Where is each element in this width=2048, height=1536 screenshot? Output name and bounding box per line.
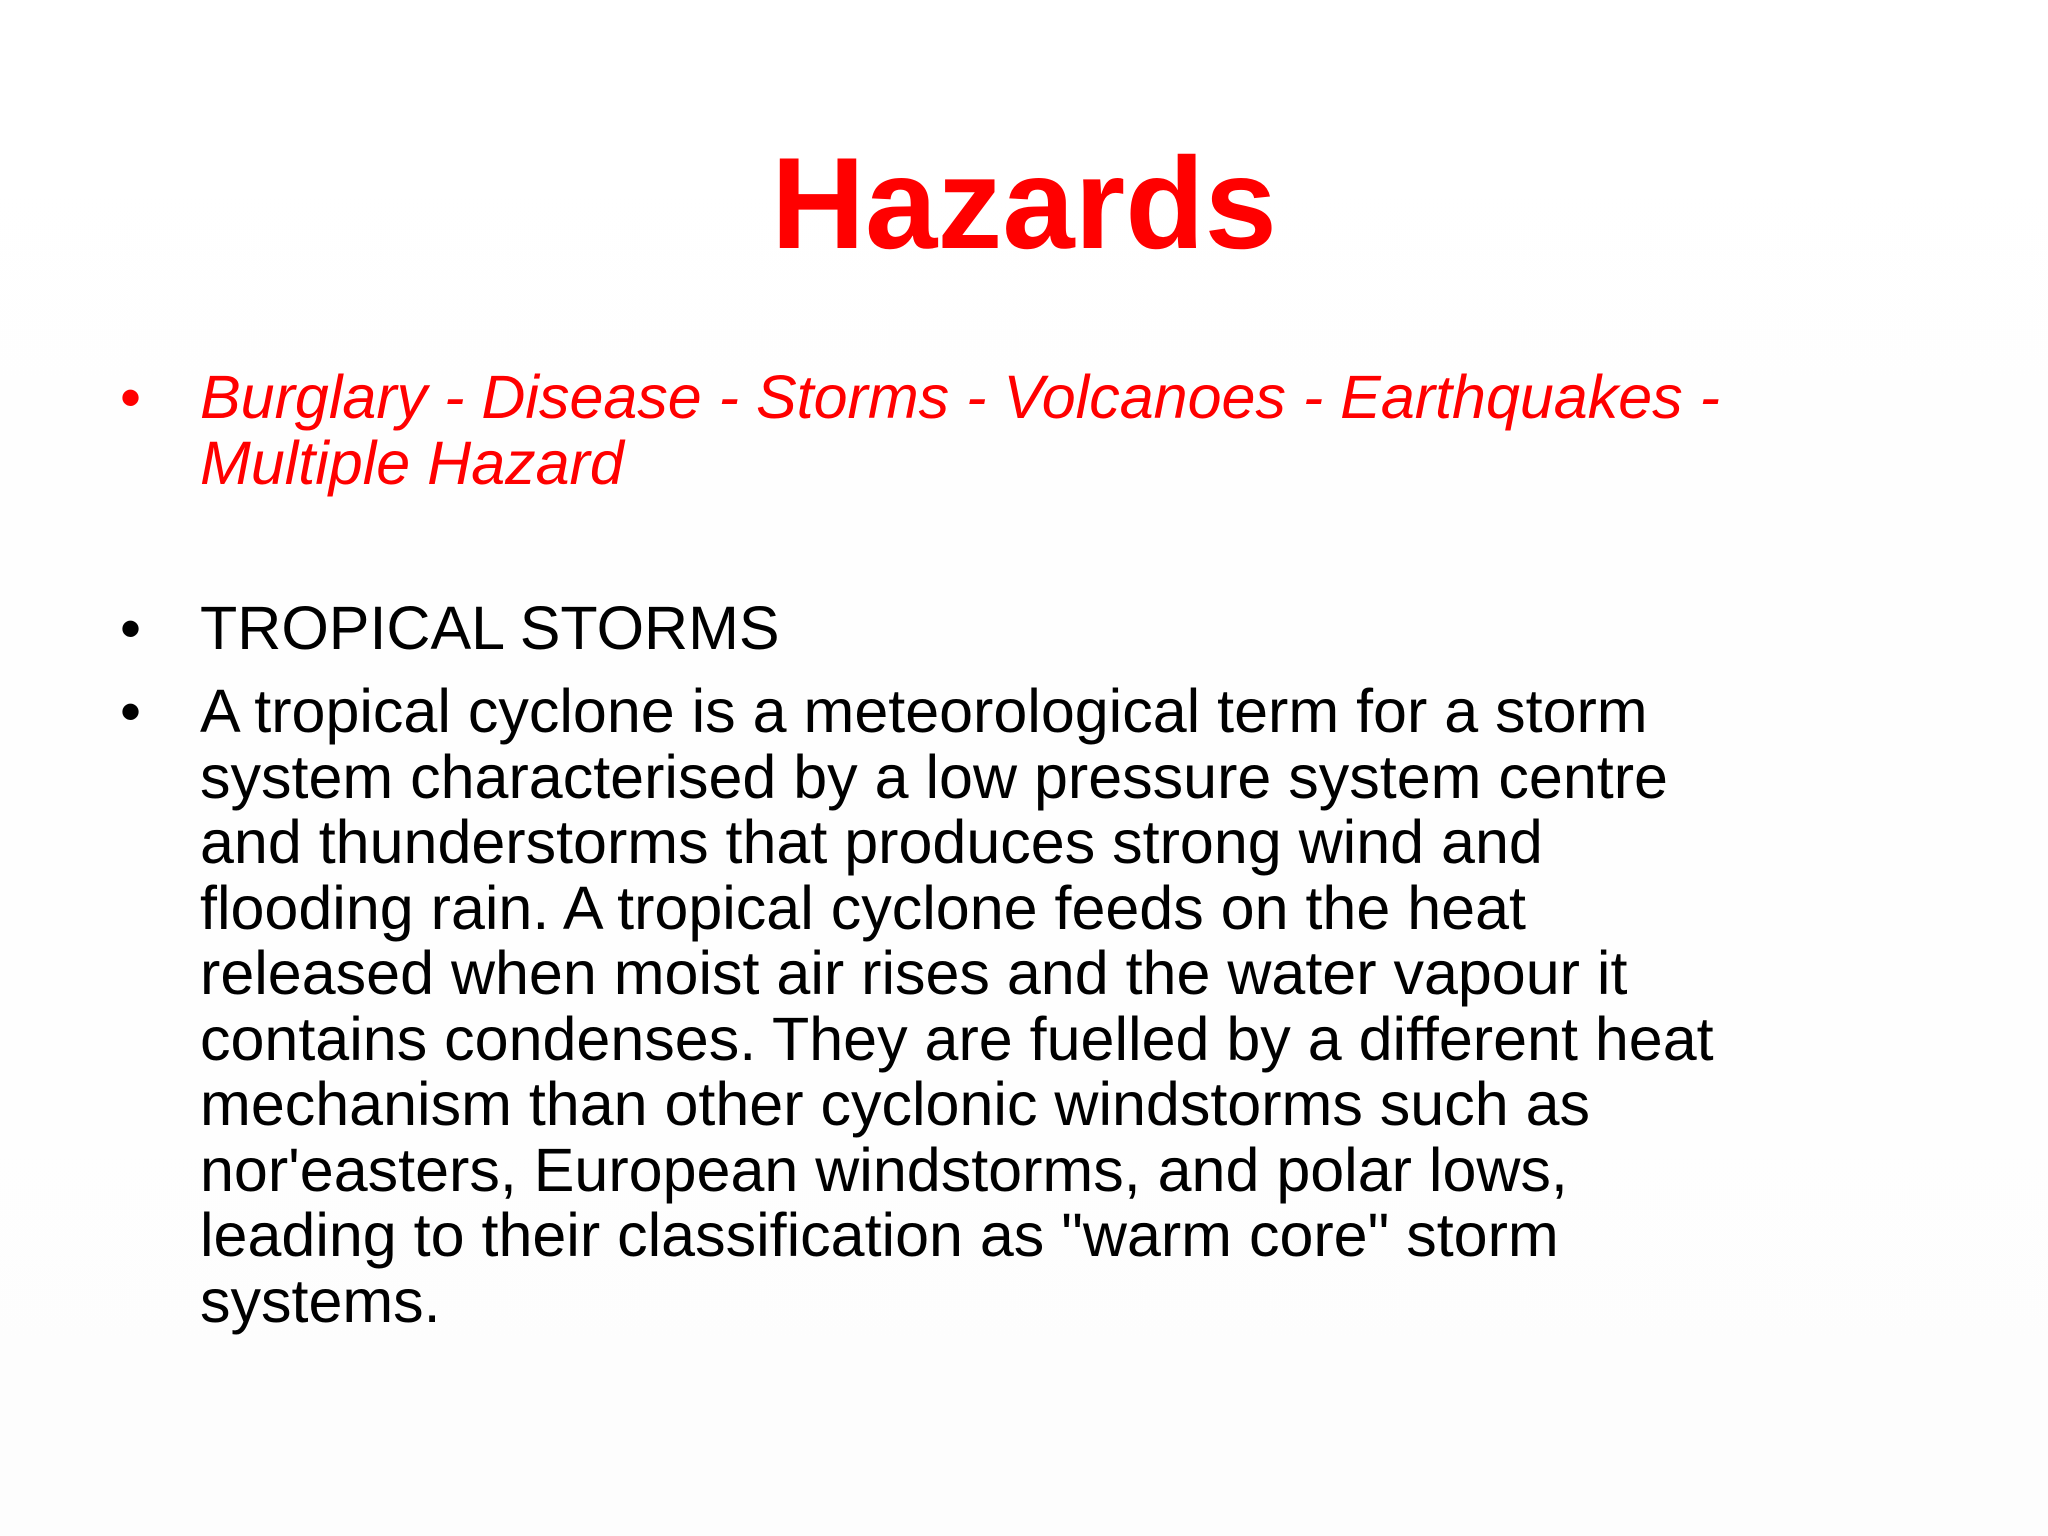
bullet-dot: • [120,364,142,431]
bullet-item-tropical-cyclone-description [120,679,1980,1334]
bullet-dot: • [120,678,142,745]
bullet-item-tropical-storms [120,596,1980,662]
bullet-text-tropical-storms: TROPICAL STORMS [200,594,780,662]
bullet-text-hazard-list: Burglary - Disease - Storms - Volcanoes - Earthquakes - Multiple Hazard [200,363,1720,497]
bullet-dot: • [120,595,142,662]
bullet-item-hazard-list [120,365,1980,496]
bullet-text-tropical-cyclone-description: A tropical cyclone is a meteorological term for a storm system characterised by a low pressure system centre and thunderstorms that produces strong wind and flooding rain. A tropical cyclone feeds on the heat released when moist air rises and the water vapour it contains condenses. They are fuelled by a different heat mechanism than other cyclonic windstorms such as nor'easters, European windstorms, and polar lows, leading to their classification as "warm core" storm systems. [200,677,1714,1335]
slide-title: Hazards [771,130,1277,276]
